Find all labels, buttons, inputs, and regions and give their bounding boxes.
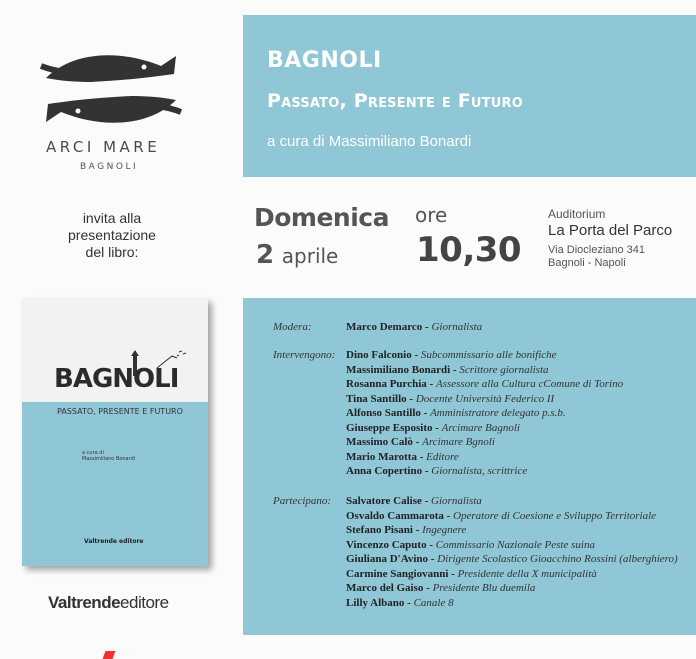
program-row [243, 568, 696, 582]
time-label: ore [415, 203, 448, 227]
logo-subtitle: BAGNOLI [80, 162, 139, 172]
participant: Dino Falconio - Subcommissario alle bonifiche [346, 349, 557, 361]
event-day: Domenica [254, 203, 389, 232]
venue-city: Bagnoli - Napoli [548, 257, 626, 269]
event-time: 10,30 [416, 230, 522, 270]
program-row [243, 451, 696, 465]
venue-street: Via Diocleziano 341 [548, 244, 646, 256]
invite-text [52, 210, 172, 261]
date-month: aprile [281, 244, 339, 268]
participant: Carmine Sangiovanni - Presidente della X municipalità [346, 567, 597, 580]
program-row [243, 539, 696, 553]
participant: Lilly Albano - Canale 8 [346, 596, 454, 609]
participant: Giuliana D'Avino - Dirigente Scolastico Gioacchino Rossini (alberghiero) [346, 553, 678, 565]
program-row [243, 422, 696, 436]
publisher-suffix: editore [120, 593, 169, 612]
invite-line: del libro: [85, 244, 139, 260]
participant: Rosanna Purchia - Assessore alla Cultura cComune di Torino [346, 378, 624, 390]
participant: Salvatore Calise - Giornalista [346, 495, 482, 507]
participant: Alfonso Santillo - Amministratore delegato p.s.b. [346, 407, 566, 419]
program-row [243, 378, 696, 392]
program-row [243, 524, 696, 538]
book-curator-prefix: a cura di [82, 450, 104, 456]
event-subtitle: Passato, Presente e Futuro [267, 90, 523, 112]
program-row [243, 495, 696, 509]
book-title: BAGNOLI [54, 364, 179, 394]
publisher-logo [48, 593, 169, 613]
book-subtitle: PASSATO, PRESENTE E FUTURO [57, 407, 183, 416]
curator-prefix: a cura di [267, 133, 325, 150]
event-date [256, 240, 338, 270]
program-panel [243, 298, 696, 635]
participant: Osvaldo Cammarota - Operatore di Coesione e Sviluppo Territoriale [346, 509, 657, 522]
participant: Giuseppe Esposito - Arcimare Bagnoli [346, 421, 520, 434]
program-row [243, 393, 696, 407]
venue-label: Auditorium [548, 207, 606, 221]
program-row [243, 321, 696, 335]
program-row [243, 465, 696, 479]
participant: Anna Copertino - Giornalista, scrittrice [346, 465, 528, 477]
participant: Massimo Calò - Arcimare Bgnoli [346, 436, 495, 448]
participant: Marco Demarco - Giornalista [346, 321, 483, 333]
invite-line: presentazione [68, 227, 156, 243]
venue-name: La Porta del Parco [548, 222, 673, 239]
program-row [243, 349, 696, 363]
book-cover [22, 298, 208, 566]
fish-icon [36, 48, 186, 130]
partecipano-label: Partecipano: [273, 495, 332, 507]
participant: Tina Santillo - Docente Università Federico II [346, 392, 555, 405]
book-publisher: Valtrende editore [84, 538, 144, 545]
publisher-brand: Valtrende [48, 593, 121, 612]
program-row [243, 436, 696, 450]
book-curator-name: Massimiliano Bonardi [82, 456, 136, 462]
program-row [243, 582, 696, 596]
program-row [243, 407, 696, 421]
curator-line [267, 133, 471, 150]
program-row [243, 553, 696, 567]
date-number: 2 [256, 240, 275, 270]
event-title: BAGNOLI [267, 48, 382, 73]
participant: Stefano Pisani - Ingegnere [346, 524, 467, 536]
participant: Massimiliano Bonardi - Scrittore giornalista [346, 363, 549, 376]
participant: Marco del Gaiso - Presidente Blu duemila [346, 582, 536, 594]
participant: Mario Marotta - Editore [346, 450, 459, 463]
logo-name: ARCI MARE [46, 138, 161, 156]
participant: Vincenzo Caputo - Commissario Nazionale Peste suina [346, 538, 595, 551]
program-row [243, 510, 696, 524]
intervengono-label: Intervengono: [273, 349, 336, 361]
program-row [243, 597, 696, 611]
curator-name: Massimiliano Bonardi [328, 133, 472, 150]
decorative-mark [103, 651, 116, 659]
invite-line: invita alla [82, 210, 142, 226]
modera-label: Modera: [273, 321, 312, 333]
program-row [243, 364, 696, 378]
